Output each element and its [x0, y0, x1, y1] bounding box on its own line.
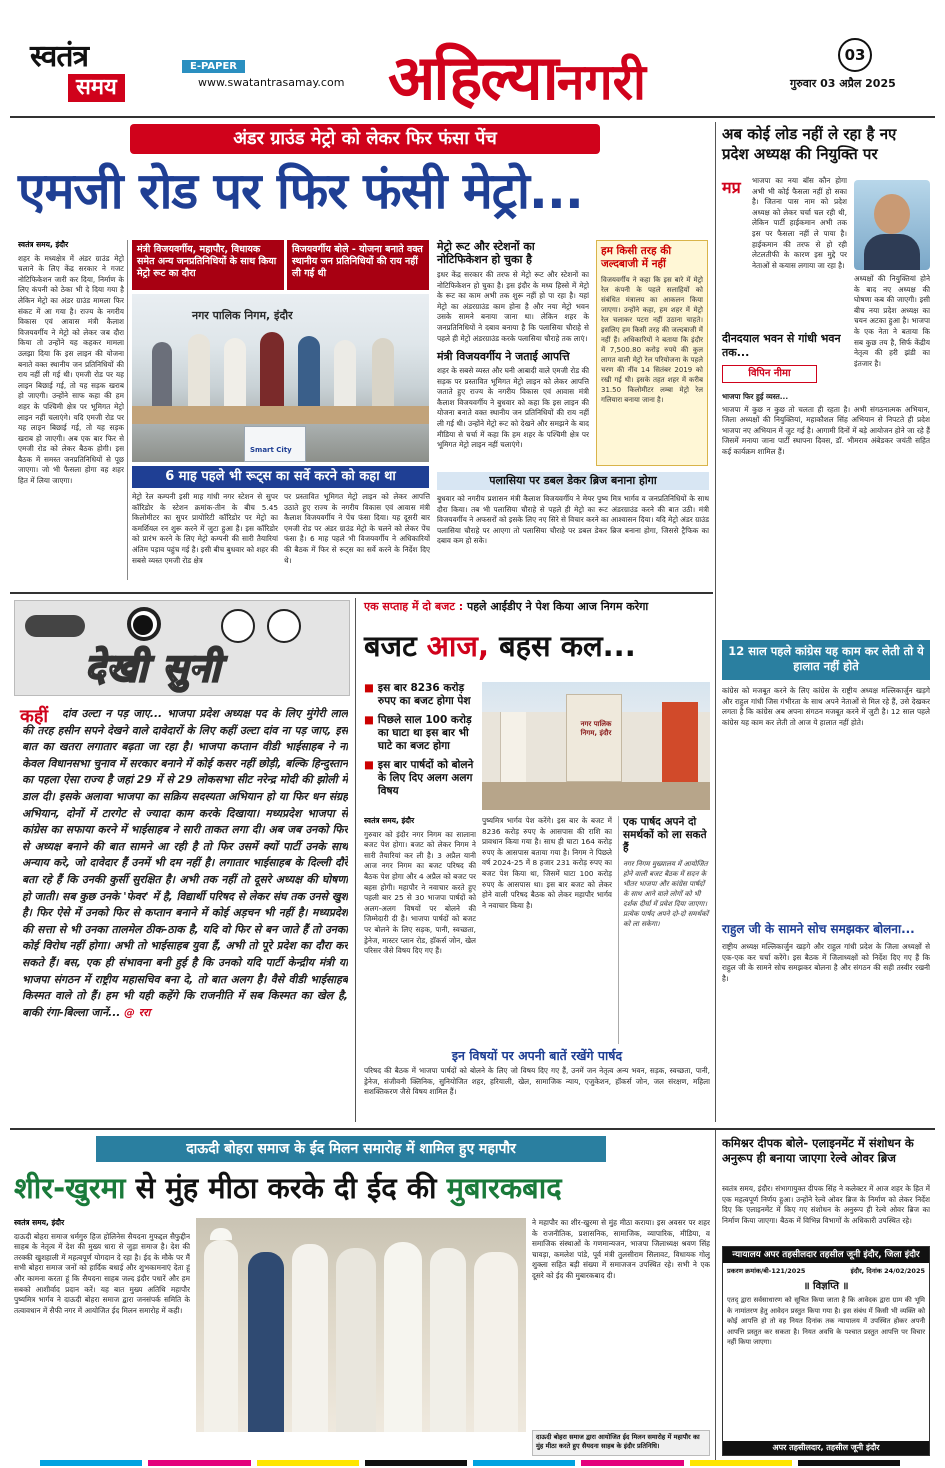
brand-logo: [30, 40, 180, 110]
dekhi-suni-body: दांव उल्टा न पड़ जाए... भाजपा प्रदेश अध्यक्ष पद के लिए मुंगेरी लाल की तरह हसीन सपने देखने वाले दावेदारों के लिए कहीं उल्टा दांव ना पड़ जाए, इस बात का खतरा लगातार बढ़ता जा रहा है। भाजपा कप्तान वीडी भाईसाहब ने ना केवल विधानसभा चुनाव में सरकार बनाने में कोई कसर नहीं छोड़ी, बल्कि हिन्दुस्तान का पहला ऐसा राज्य है जहां 29 में से 29 लोकसभा सीट नरेन्द्र मोदी की झोली में डाल दी। इसके अलावा भाजपा का सक्रिय सदस्यता अभियान हो या फिर धन संग्रह अभियान, दोनों में टारगेट से ज्यादा काम करके दिखाया। मध्यप्रदेश भाजपा से कांग्रेस का सफाया करने में भाईसाहब ने सारी ताकत लगा दी। अब जब उनको फिर से अध्यक्ष बनाने की बात सामने आ रही है तो फिर उसमें क्यों पार्टी उनके साथ अन्याय करे, जो दावेदार हैं उनमें भी दम नहीं है। लगातार भाईसाहब के दिल्ली दौरे बता रहे हैं कि उनकी कुर्सी सुरक्षित है। अभी तक नहीं तो दूसरे अध्यक्ष की घोषणा हो जाती। सब कुछ उनके 'फेवर' में है, विद्यार्थी परिषद से लेकर संघ तक उनसे खुश है। फिर ऐसे में उनको फिर से कप्तान बनाने में कोई अड़चन भी नहीं है। मध्यप्रदेश की सत्ता से भी उनका तालमेल ठीक-ठाक है, यदि वो फिर से बन जाते हैं तो उनका कोई विरोध नहीं होगा। अभी तो भाईसाहब युवा हैं, अभी तो पूरे प्रदेश का दौरा कर सकते हैं। बस, एक ही संभावना बनी हुई है कि उनको यदि पार्टी केन्द्रीय मंत्री या भाजपा संगठन में राष्ट्रीय महासचिव बना दे, तो बात अलग है। वैसे वीडी भाईसाहब किस्मत वाले तो हैं। हम भी यही कहेंगे कि राजनीति में सब किस्मत का खेल है, बाकी रंगा-बिल्ला जानें...: [22, 707, 348, 1019]
lead-headline: एमजी रोड पर फिर फंसी मेट्रो...: [18, 162, 583, 220]
survey-strip: 6 माह पहले भी रूट्स का सर्वे करने को कहा था: [132, 466, 429, 488]
budget-byline: स्वतंत्र समय, इंदौर: [364, 816, 415, 825]
survey-col-b: [284, 492, 430, 582]
supporters-body: नगर निगम मुख्यालय में आयोजित होने वाली बजट बैठक में सदन के भीतर भाजपा और कांग्रेस पार्षदों के साथ आने वाले लोगों को भी दर्शक दीर्घा में प्रवेश दिया जाएगा। प्रत्येक पार्षद अपने दो-दो समर्थकों को ला सकेगा।: [623, 860, 709, 928]
brand-top: स्वतंत्र: [30, 39, 89, 74]
vijay-body: शहर के सबसे व्यस्त और घनी आबादी वाले एमजी रोड की सड़क पर प्रस्तावित भूमिगत मेट्रो लाइन को लेकर आपत्ति जताते हुए राज्य के नगरीय विकास एवं आवास मंत्री कैलाश विजयवर्गीय ने बुधवार को कहा कि इस लाइन की योजना बनाते वक्त स्थानीय जन प्रतिनिधियों की राय नहीं ली गई थी। उन्होंने मेट्रो रूट को देखने और समझने के बाद मीडिया से चर्चा में कहा कि हम शहर के पश्चिमी क्षेत्र पर भूमिगत मेट्रो लाइन नहीं चलाएंगे।: [437, 366, 589, 450]
dekhi-suni-column: [22, 706, 348, 1118]
nigam-building-photo: [482, 682, 710, 810]
budget-kicker-b: पहले आईडीए ने पेश किया आज निगम करेगा: [466, 600, 649, 613]
notice-title: ॥ विज्ञप्ति ॥: [803, 1281, 849, 1292]
supporters-box: [618, 816, 710, 1044]
no-hurry-box: [596, 240, 708, 466]
notification-headline: मेट्रो रूट और स्टेशनों का नोटिफिकेशन हो चुका है: [437, 240, 535, 266]
commissioner-body: स्वतंत्र समय, इंदौर। संभागायुक्त दीपक सिंह ने कलेक्टर में आज शहर के हित में एक महत्वपूर्ण निर्णय हुआ। उन्होंने रेल्वे ओवर ब्रिज के निर्माण को लेकर निर्देश दिए कि एलाइनमेंट में किए गए संशोधन के अनुरूप ही रेल्वे ओवर ब्रिज का निर्माण किया जाएगा। बैठक में विभिन्न विभागों के अधिकारी उपस्थित रहे।: [722, 1184, 930, 1225]
notice-case-left: प्रकरण क्रमांक/बी-121/2025: [727, 1267, 806, 1275]
edition-title-a: अहिल्या: [388, 41, 557, 114]
bhajpa-headline: भाजपा फिर हुई व्यस्त...: [722, 392, 789, 401]
edition-title-b: नगरी: [556, 53, 647, 111]
lead-kicker: अंडर ग्राउंड मेट्रो को लेकर फिर फंसा पेंच: [130, 124, 600, 154]
commissioner-headline: कमिश्नर दीपक बोले- एलाइनमेंट में संशोधन के अनुरूप ही बनाया जाएगा रेल्वे ओवर ब्रिज: [722, 1136, 914, 1165]
masthead-rule: [10, 116, 935, 118]
bohra-body-b: ने महापौर का शीर-खुरमा से मुंह मीठा कराया। इस अवसर पर शहर के राजनीतिक, प्रशासनिक, सामाजिक, व्यापारिक, मीडिया, व समाजिक संस्थाओं के गणमान्यजन, भाजपा जिलाध्यक्ष श्रवण सिंह चावड़ा, कमलेश पांडे, पूर्व मंत्री तुलसीराम सिलावट, विधायक गोलू शुक्ला सहित बड़ी संख्या में समाजजन उपस्थित रहे। सभी ने एक दूसरे को ईद की मुबारकबाद दी।: [532, 1218, 710, 1280]
lead-strip-left: मंत्री विजयवर्गीय, महापौर, विधायक समेत अन्य जनप्रतिनिधियों के साथ किया मेट्रो रूट का दौरा: [132, 240, 284, 290]
notice-body: एतद् द्वारा सर्वसाधारण को सूचित किया जाता है कि आवेदक द्वारा ग्राम की भूमि के नामांतरण हेतु आवेदन प्रस्तुत किया गया है। इस संबंध में किसी भी व्यक्ति को कोई आपत्ति हो तो वह नियत दिनांक तक न्यायालय में उपस्थित होकर अपनी आपत्ति प्रस्तुत कर सकता है। नियत अवधि के पश्चात प्रस्तुत आपत्ति पर विचार नहीं किया जाएगा।: [727, 1296, 925, 1346]
budget-col-b: [482, 816, 612, 1046]
notice-header: न्यायालय अपर तहसीलदार तहसील जूनी इंदौर, जिला इंदौर: [723, 1247, 929, 1263]
notice-case-row: [723, 1263, 929, 1275]
dekhi-suni-title: देखी सुनी: [85, 646, 221, 690]
budget-headline-a: बजट: [364, 629, 427, 663]
congress-strip: 12 साल पहले कांग्रेस यह काम कर लेती तो ये हालात नहीं होते: [722, 640, 930, 680]
author-name: विपिन नीमा: [722, 365, 817, 383]
bridge-col: [437, 494, 709, 582]
bohra-strip: दाऊदी बोहरा समाज के ईद मिलन समारोह में शामिल हुए महापौर: [96, 1136, 606, 1162]
budget-col-a: [364, 816, 476, 1046]
budget-headline-b: आज,: [426, 629, 500, 663]
budget-kicker-a: एक सप्ताह में दो बजट :: [364, 600, 464, 613]
bohra-body-a: दाऊदी बोहरा समाज धर्मगुरु हिज होलिनेस सैयदना मुफद्दल सैफुद्दीन साहब के नेतृत्व में देश की मुख्य धारा से जुड़ा समाज है। देश की तरक्की खुशहाली में महत्वपूर्ण योगदान दे रहा है। ईद के मौके पर मैं सभी बोहरा समाज जनों को हार्दिक बधाई और शुभकामनाएं देता हूं और कामना करता हूं कि सैयदना साहब जल्द इंदौर पधारें और हम सबको आशीर्वाद प्रदान करें। यह बात मुख्य अतिथि महापौर पुष्यमित्र भार्गव ने दाऊदी बोहरा समाज द्वारा जनसंपर्क समिति के तत्वावधान में सैफी नगर में आयोजित ईद मिलन समारोह में कही।: [14, 1231, 190, 1315]
supporters-headline: एक पार्षद अपने दो समर्थकों को ला सकते हैं: [623, 816, 707, 854]
no-hurry-body: विजयवर्गीय ने कहा कि इस बारे में मेट्रो रेल कंपनी के पहले सलाहियों को संबंधित मंत्रालय का आकलन किया जाएगा। उन्होंने कहा, हम शहर में मेट्रो रेल चलाकर पटरा नहीं उठाना चाहते। इसलिए हम किसी तरह की जल्दबाजी में नहीं हैं। अधिकारियों ने बताया कि इंदौर में 7,500.80 करोड़ रुपये की कुल लागत वाली मेट्रो रेल परियोजना के पहले चरण की नींव 14 सितंबर 2019 को रखी गई थी। इसके तहत शहर में करीब 31.50 किलोमीटर लम्बा मेट्रो रेल गलियारा बनाया जाना है।: [601, 276, 703, 404]
bohra-headline-c: मुबारकबाद: [446, 1171, 562, 1205]
bohra-headline-b: से मुंह मीठा करके दी ईद की: [135, 1171, 447, 1205]
right-top-body-b: अध्यक्षों की नियुक्तियां होने के बाद नए अध्यक्ष की घोषणा कब की जाएगी। इसी बीच नया प्रदेश अध्यक्ष का चयन अटका हुआ है। भाजपा के एक नेता ने बताया कि सब कुछ तय है, सिर्फ केंद्रीय नेतृत्व की हरी झंडी का इंतजार है।: [854, 274, 930, 368]
lead-byline: स्वतंत्र समय, इंदौर: [18, 240, 69, 249]
survey-body-a: मेट्रो रेल कम्पनी इसी माह गांधी नगर स्टेशन से सुपर कॉरिडोर के स्टेशन क्रमांक-तीन के बीच 5.45 किलोमीटर का सुपर प्रायोरिटी कॉरिडोर पर मेट्रो का कमर्शियल रन शुरू करने में जुटा हुआ है। इस कॉरिडोर को प्रारंभ करने के लिए मेट्रो कम्पनी की सारी तैयारियां अंतिम पड़ाव पहुंच गई है। इसी बीच बुधवार को शहर की सबसे व्यस्त एमजी रोड क्षेत्र: [132, 492, 278, 565]
rahul-headline: राहुल जी के सामने सोच समझकर बोलना...: [722, 922, 915, 936]
color-registration-bar: [40, 1460, 900, 1466]
author-quote: दीनदयाल भवन से गांधी भवन तक...: [722, 332, 841, 359]
budget-headline-c: बहस कल...: [499, 629, 636, 663]
budget-bullet: ■ पिछले साल 100 करोड़ का घाटा था इस बार भी घाटे का बजट होगा: [364, 714, 472, 752]
issue-date: गुरुवार 03 अप्रैल 2025: [790, 77, 896, 90]
topics-headline: इन विषयों पर अपनी बातें रखेंगे पार्षद: [451, 1048, 623, 1063]
rahul-body: राष्ट्रीय अध्यक्ष मल्लिकार्जुन खड़गे और राहुल गांधी प्रदेश के जिला अध्यक्षों से एक-एक कर चर्चा करेंगे। इस बैठक में जिलाध्यक्षों को निर्देश दिए गए हैं कि राहुल जी के सामने सोच समझकर बोलना है और संगठन की सही तस्वीर रखनी है।: [722, 942, 930, 983]
right-top-body-a: भाजपा का नया बॉस कौन होगा अभी भी कोई फैसला नहीं हो सका है। जितना पास नाम को प्रदेश अध्यक्ष को लेकर चर्चा चल रही थी, लेकिन पार्टी हाईकमान अभी तक इस पर फैसला नहीं ले पाया है। हाईकमान की तरफ से हो रही लेटलतीफी के कारण इस मुद्दे पर नेताओं से कयास लगाया जा रहा है।: [752, 176, 847, 270]
notification-body: इधर केंद्र सरकार की तरफ से मेट्रो रूट और स्टेशनों का नोटिफिकेशन हो चुका है। इस इंदौर के मध्य हिस्से में मेट्रो के रूट का काम अभी तक शुरू नहीं हो पा रहा है। यहां मेट्रो का अंडरग्राउंड काम होना है और नया मेट्रो भवन उसके सामने बनाया जाना था। लेकिन शहर के जनप्रतिनिधियों ने दबाव बनाया है कि पलासिया चौराहे से पहले ही मेट्रो अंडरग्राउंड करके पलासिया चौराहे तक लाएं।: [437, 270, 589, 343]
survey-col-a: [132, 492, 278, 582]
epaper-badge: E-PAPER: [182, 60, 245, 73]
lead-body: शहर के मध्यक्षेत्र में अंडर ग्राउंड मेट्रो चलाने के लिए केंद्र सरकार ने गजट नोटिफिकेशन जारी कर दिया, निर्माण के लिए कंपनी को ठेका भी दे दिया गया है लेकिन मेट्रो का अंडर ग्राउंड मामला फिर संकट में आ गया है। राज्य के नगरीय विकास एवं आवास मंत्री कैलाश विजयवर्गीय ने मेट्रो को लेकर जब दौरा किया तो उन्होंने यह कहकर मामला उलझा दिया कि इस लाइन की योजना बनाते वक्त स्थानीय जन प्रतिनिधियों की राय नहीं ली गई थी। एमजी रोड पर यह लाइन बिछाई गई, तो यह सड़क खराब हो जाएगी। उन्होंने साफ कहा की हम शहर के पश्चिमी क्षेत्र पर भूमिगत मेट्रो लाइन नहीं चलाएंगे। यदि एमजी रोड पर यह लाइन बिछाई गई, तो यह सड़क खराब हो जाएगी। अब एक बार फिर से एमजी रोड को लेकर बैठक होगी। इस बैठक में समस्त जनप्रतिनिधियों से पूछ जाएगा। जो भी फैसला होगा वह शहर हित में लिया जाएगा।: [18, 253, 124, 486]
right-bhajpa-col: [722, 392, 930, 632]
nigam-sign: नगर पालिक निगम, इंदौर: [580, 720, 612, 737]
brand-bottom: समय: [68, 74, 125, 102]
bohra-col-b: [532, 1218, 710, 1428]
bohra-headline-a: शीर-खुरमा: [14, 1171, 136, 1205]
rahul-col: [722, 942, 930, 1122]
bohra-byline: स्वतंत्र समय, इंदौर: [14, 1218, 65, 1227]
website-link[interactable]: www.swatantrasamay.com: [198, 76, 345, 89]
no-hurry-headline: हम किसी तरह की जल्दबाजी में नहीं: [601, 245, 672, 270]
vijay-headline: मंत्री विजयवर्गीय ने जताई आपत्ति: [437, 350, 570, 363]
masthead: [0, 0, 945, 118]
budget-bullets: [364, 682, 476, 810]
vijay-col: [437, 366, 589, 466]
page-number-badge: 03: [838, 38, 872, 72]
congress-body: कांग्रेस को मजबूत करने के लिए कांग्रेस के राष्ट्रीय अध्यक्ष मल्लिकार्जुन खड़गे और राहुल गांधी जिस गंभीरता के साथ अपने नेताओं से मिल रहे हैं, उसे देखकर लगता है कि कांग्रेस अब अपना संगठन मजबूत करने में जुटी है। 12 साल पहले कांग्रेस यह काम कर लेती तो आज ये हालात नहीं होते।: [722, 686, 930, 727]
bridge-body: बुधवार को नगरीय प्रशासन मंत्री कैलाश विजयवर्गीय ने मेयर पुष्य मित्र भार्गव व जनप्रतिनिधियों के साथ दौरा किया। तब भी पलासिया चौराहे से पहले ही मेट्रो का रूट अंडरग्राउंड करने की बात उठी। मंत्री विजयवर्गीय ने अफसरों को इसके लिए नए सिरे से विचार करने का आश्वासन दिया। यदि मेट्रो अंडर ग्राउंड पलासिया चौराहे पर आएगा तो पलासिया चौराहे पर डबल डेकर ब्रिज बनाना होगा, जिससे ट्रैफिक का दबाव कम हो सके।: [437, 494, 709, 546]
dekhi-suni-dropword: कहीं: [20, 706, 49, 727]
dekhi-suni-signature: @ ररा: [124, 1005, 151, 1019]
notification-col: [437, 270, 589, 346]
right-top-col-b: [854, 274, 930, 384]
right-top-headline: अब कोई लोड नहीं ले रहा है नए प्रदेश अध्यक्ष की नियुक्ति पर: [722, 125, 897, 163]
budget-headline: [364, 626, 709, 666]
congress-col: [722, 686, 930, 918]
topics-body: परिषद की बैठक में भाजपा पार्षदों को बोलने के लिए जो विषय दिए गए हैं, उनमें जन नेतृत्व अन्य भवन, सड़क, स्वच्छता, पानी, ड्रेनेज, संजीवनी क्लिनिक, सुनियोजित शहर, हरियाली, खेल, सामाजिक न्याय, एजुकेशन, हॉकर्स जोन, जल संरक्षण, महिला सशक्तिकरण जैसे विषय शामिल हैं।: [364, 1066, 710, 1097]
bridge-headline: पलासिया पर डबल डेकर ब्रिज बनाना होगा: [437, 472, 709, 490]
eid-photo-caption: दाऊदी बोहरा समाज द्वारा आयोजित ईद मिलन समारोह में महापौर का मुंह मीठा करते हुए सैयदना साहब के इंदौर प्रतिनिधि।: [532, 1430, 710, 1456]
right-top-dateline: मप्र: [722, 178, 741, 197]
topics-col: [364, 1066, 710, 1122]
budget-bullet: ■ इस बार 8236 करोड़ रुपए का बजट होगा पेश: [364, 682, 471, 707]
author-photo: [854, 180, 930, 270]
edition-title: [388, 34, 646, 114]
bohra-col-a: [14, 1218, 190, 1454]
metro-meeting-photo: [132, 294, 429, 462]
photo-banner-text: नगर पालिक निगम, इंदौर: [192, 309, 293, 322]
notice-footer: अपर तहसीलदार, तहसील जूनी इंदौर: [723, 1441, 929, 1455]
commissioner-col: [722, 1184, 930, 1244]
eid-milan-photo: [196, 1218, 526, 1432]
dekhi-suni-banner: [14, 600, 350, 696]
court-notice: [722, 1246, 930, 1456]
notice-case-right: इंदौर, दिनांक 24/02/2025: [850, 1267, 925, 1275]
budget-body-b: पुष्यमित्र भार्गव पेश करेंगे। इस बार के बजट में 8236 करोड़ रुपए के आसपास की राशि का प्रावधान किया गया है। साथ ही घाटा 164 करोड़ रुपए के आसपास बताया गया है। निगम ने पिछले वर्ष 2024-25 में 8 हजार 231 करोड़ रुपए का बजट पेश किया था, जिसमें घाटा 100 करोड़ रुपए के आसपास था। इस बार बजट को लेकर होने वाली परिषद बैठक को लेकर महापौर भार्गव ने नवाचार किया है।: [482, 816, 612, 910]
bohra-headline: [14, 1168, 714, 1208]
lead-story-column: [18, 240, 124, 580]
budget-bullet: ■ इस बार पार्षदों को बोलने के लिए दिए अलग अलग विषय: [364, 759, 474, 797]
budget-kicker: [364, 600, 709, 614]
smart-city-sign: Smart City: [250, 446, 292, 454]
survey-body-b: पर प्रस्तावित भूमिगत मेट्रो लाइन को लेकर आपत्ति उठाते हुए राज्य के नगरीय विकास एवं आवास मंत्री कैलाश विजयवर्गीय ने पेंच फंसा दिया। यह दूसरी बार एमजी रोड पर अंडर ग्राउंड मेट्रो के चलने को लेकर पेंच फंसा है। 6 माह पहले भी विजयवर्गीय ने अधिकारियों की बैठक में फिर से रूट्स का सर्वे करने के निर्देश दिए थे।: [284, 492, 430, 565]
budget-body-a: गुरुवार को इंदौर नगर निगम का सालाना बजट पेश होगा। बजट को लेकर निगम ने सारी तैयारियां कर ली है। 3 अप्रैल यानी आज नगर निगम का बजट परिषद की बैठक पेश होगा और 4 अप्रैल को बजट पर बहस होगी। महापौर ने नवाचार करते हुए पहली बार 25 से 30 भाजपा पार्षदों को अलग-अलग विषयों पर बोलने की जिम्मेदारी दी है। भाजपा पार्षदों को बजट पर बोलने के लिए सड़क, पानी, स्वच्छता, ड्रेनेज, मास्टर प्लान रोड, हॉकर्स जोन, खेल परिसर जैसे विषय दिए गए हैं।: [364, 829, 476, 956]
bhajpa-body: भाजपा में कुछ न कुछ तो चलता ही रहता है। अभी संगठनात्मक अभियान, जिला अध्यक्षों की नियुक्तियां, महाकौशल सिंह अभियान से निपटते ही प्रदेश भाजपा नए अभियान में जुट गई है। आगामी दिनों में बड़े आयोजन होने जा रहे हैं जिसमें मनाया जाना पार्टी स्थापना दिवस, डॉ. भीमराव अंबेडकर जयंती सहित कई कार्यक्रम शामिल हैं।: [722, 404, 930, 456]
lead-strip-right: विजयवर्गीय बोले - योजना बनाते वक्त स्थानीय जन प्रतिनिधियों की राय नहीं ली गई थी: [287, 240, 429, 290]
